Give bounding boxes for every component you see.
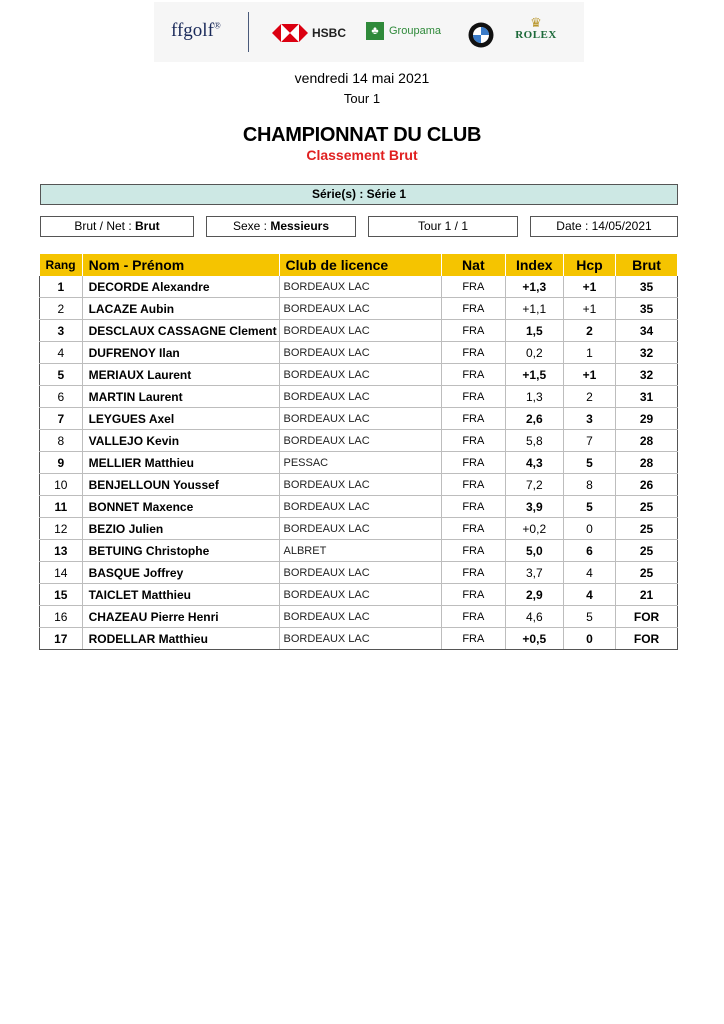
col-header-club: Club de licence xyxy=(279,254,442,276)
cell-hcp: 0 xyxy=(563,518,615,540)
cell-hcp: +1 xyxy=(563,364,615,386)
cell-brut: 28 xyxy=(616,452,678,474)
page-subtitle: Classement Brut xyxy=(306,147,418,163)
cell-brut: 26 xyxy=(616,474,678,496)
cell-hcp: 2 xyxy=(563,320,615,342)
cell-index: 3,7 xyxy=(505,562,563,584)
col-header-hcp: Hcp xyxy=(563,254,615,276)
cell-nom: BENJELLOUN Youssef xyxy=(82,474,279,496)
bmw-roundel-icon xyxy=(468,22,494,48)
tour-box: Tour 1 / 1 xyxy=(368,216,518,237)
cell-brut: 25 xyxy=(616,518,678,540)
cell-brut: 25 xyxy=(616,496,678,518)
cell-brut: 32 xyxy=(616,364,678,386)
cell-nom: TAICLET Matthieu xyxy=(82,584,279,606)
cell-nom: MARTIN Laurent xyxy=(82,386,279,408)
cell-nat: FRA xyxy=(442,474,506,496)
cell-nat: FRA xyxy=(442,628,506,650)
cell-index: 7,2 xyxy=(505,474,563,496)
cell-nat: FRA xyxy=(442,364,506,386)
cell-index: +0,5 xyxy=(505,628,563,650)
cell-index: +1,3 xyxy=(505,276,563,298)
cell-brut: 32 xyxy=(616,342,678,364)
groupama-tree-icon: ♣ xyxy=(366,22,384,40)
cell-club: BORDEAUX LAC xyxy=(279,320,442,342)
table-row xyxy=(40,408,678,430)
cell-brut: 34 xyxy=(616,320,678,342)
serie-bar: Série(s) : Série 1 xyxy=(40,184,678,205)
cell-hcp: 8 xyxy=(563,474,615,496)
cell-club: BORDEAUX LAC xyxy=(279,276,442,298)
cell-brut: 25 xyxy=(616,540,678,562)
cell-hcp: 7 xyxy=(563,430,615,452)
cell-brut: 29 xyxy=(616,408,678,430)
table-row xyxy=(40,474,678,496)
cell-nat: FRA xyxy=(442,408,506,430)
col-header-index: Index xyxy=(505,254,563,276)
cell-rang: 15 xyxy=(40,584,83,606)
cell-nom: BONNET Maxence xyxy=(82,496,279,518)
cell-club: BORDEAUX LAC xyxy=(279,298,442,320)
cell-index: +1,1 xyxy=(505,298,563,320)
cell-club: BORDEAUX LAC xyxy=(279,584,442,606)
cell-club: BORDEAUX LAC xyxy=(279,386,442,408)
crown-icon: ♛ xyxy=(530,15,542,30)
cell-index: 1,5 xyxy=(505,320,563,342)
cell-nat: FRA xyxy=(442,518,506,540)
cell-index: 0,2 xyxy=(505,342,563,364)
cell-nat: FRA xyxy=(442,562,506,584)
cell-nom: MERIAUX Laurent xyxy=(82,364,279,386)
cell-brut: 28 xyxy=(616,430,678,452)
cell-club: BORDEAUX LAC xyxy=(279,474,442,496)
cell-hcp: 2 xyxy=(563,386,615,408)
cell-brut: 35 xyxy=(616,298,678,320)
hsbc-logo: HSBC xyxy=(272,24,346,42)
cell-rang: 12 xyxy=(40,518,83,540)
cell-index: +1,5 xyxy=(505,364,563,386)
groupama-logo: ♣ Groupama xyxy=(366,22,441,40)
table-row xyxy=(40,430,678,452)
cell-rang: 7 xyxy=(40,408,83,430)
cell-rang: 9 xyxy=(40,452,83,474)
cell-index: 4,3 xyxy=(505,452,563,474)
cell-rang: 6 xyxy=(40,386,83,408)
date-box: Date : 14/05/2021 xyxy=(530,216,678,237)
cell-club: BORDEAUX LAC xyxy=(279,408,442,430)
cell-club: PESSAC xyxy=(279,452,442,474)
cell-rang: 8 xyxy=(40,430,83,452)
cell-nat: FRA xyxy=(442,584,506,606)
cell-rang: 14 xyxy=(40,562,83,584)
cell-nat: FRA xyxy=(442,496,506,518)
cell-brut: 25 xyxy=(616,562,678,584)
cell-index: 1,3 xyxy=(505,386,563,408)
cell-nom: DUFRENOY Ilan xyxy=(82,342,279,364)
table-row xyxy=(40,342,678,364)
table-row xyxy=(40,276,678,298)
cell-rang: 3 xyxy=(40,320,83,342)
cell-brut: FOR xyxy=(616,628,678,650)
cell-nom: DECORDE Alexandre xyxy=(82,276,279,298)
cell-brut: FOR xyxy=(616,606,678,628)
cell-rang: 2 xyxy=(40,298,83,320)
cell-club: BORDEAUX LAC xyxy=(279,364,442,386)
cell-index: +0,2 xyxy=(505,518,563,540)
brutnet-box: Brut / Net : Brut xyxy=(40,216,194,237)
cell-nom: MELLIER Matthieu xyxy=(82,452,279,474)
page-title: CHAMPIONNAT DU CLUB xyxy=(242,124,482,146)
cell-nat: FRA xyxy=(442,342,506,364)
col-header-brut: Brut xyxy=(616,254,678,276)
cell-hcp: 5 xyxy=(563,496,615,518)
cell-brut: 21 xyxy=(616,584,678,606)
cell-nat: FRA xyxy=(442,320,506,342)
table-row xyxy=(40,540,678,562)
cell-nat: FRA xyxy=(442,386,506,408)
table-row xyxy=(40,518,678,540)
cell-nom: DESCLAUX CASSAGNE Clement xyxy=(82,320,279,342)
cell-hcp: 4 xyxy=(563,562,615,584)
cell-club: BORDEAUX LAC xyxy=(279,628,442,650)
cell-rang: 4 xyxy=(40,342,83,364)
col-header-rang: Rang xyxy=(40,254,83,276)
cell-index: 3,9 xyxy=(505,496,563,518)
cell-nat: FRA xyxy=(442,276,506,298)
table-row xyxy=(40,320,678,342)
cell-hcp: 3 xyxy=(563,408,615,430)
cell-club: BORDEAUX LAC xyxy=(279,342,442,364)
table-row xyxy=(40,298,678,320)
cell-hcp: 5 xyxy=(563,452,615,474)
cell-index: 2,6 xyxy=(505,408,563,430)
cell-nat: FRA xyxy=(442,298,506,320)
cell-brut: 31 xyxy=(616,386,678,408)
table-header-row xyxy=(40,254,678,276)
cell-hcp: 6 xyxy=(563,540,615,562)
cell-nom: VALLEJO Kevin xyxy=(82,430,279,452)
cell-index: 5,8 xyxy=(505,430,563,452)
cell-nat: FRA xyxy=(442,606,506,628)
cell-brut: 35 xyxy=(616,276,678,298)
hsbc-hexagon-icon xyxy=(272,24,308,42)
rolex-logo: ♛ ROLEX xyxy=(515,15,557,41)
cell-hcp: 0 xyxy=(563,628,615,650)
col-header-nat: Nat xyxy=(442,254,506,276)
table-row xyxy=(40,364,678,386)
cell-nom: LEYGUES Axel xyxy=(82,408,279,430)
results-table xyxy=(39,254,678,650)
cell-hcp: 5 xyxy=(563,606,615,628)
cell-nat: FRA xyxy=(442,452,506,474)
cell-club: BORDEAUX LAC xyxy=(279,606,442,628)
cell-nom: LACAZE Aubin xyxy=(82,298,279,320)
cell-rang: 5 xyxy=(40,364,83,386)
sexe-box: Sexe : Messieurs xyxy=(206,216,356,237)
cell-club: BORDEAUX LAC xyxy=(279,496,442,518)
table-row xyxy=(40,562,678,584)
table-row xyxy=(40,452,678,474)
cell-nom: CHAZEAU Pierre Henri xyxy=(82,606,279,628)
cell-hcp: +1 xyxy=(563,276,615,298)
cell-rang: 17 xyxy=(40,628,83,650)
cell-nom: RODELLAR Matthieu xyxy=(82,628,279,650)
cell-hcp: 4 xyxy=(563,584,615,606)
sponsor-banner xyxy=(154,2,584,62)
cell-club: BORDEAUX LAC xyxy=(279,518,442,540)
cell-rang: 11 xyxy=(40,496,83,518)
tour-label: Tour 1 xyxy=(343,91,381,106)
cell-nom: BEZIO Julien xyxy=(82,518,279,540)
cell-club: BORDEAUX LAC xyxy=(279,562,442,584)
cell-nom: BETUING Christophe xyxy=(82,540,279,562)
table-row xyxy=(40,386,678,408)
cell-club: ALBRET xyxy=(279,540,442,562)
cell-nat: FRA xyxy=(442,430,506,452)
cell-hcp: 1 xyxy=(563,342,615,364)
cell-nat: FRA xyxy=(442,540,506,562)
cell-index: 5,0 xyxy=(505,540,563,562)
cell-rang: 13 xyxy=(40,540,83,562)
table-row xyxy=(40,628,678,650)
cell-rang: 1 xyxy=(40,276,83,298)
cell-nom: BASQUE Joffrey xyxy=(82,562,279,584)
cell-index: 2,9 xyxy=(505,584,563,606)
cell-club: BORDEAUX LAC xyxy=(279,430,442,452)
cell-hcp: +1 xyxy=(563,298,615,320)
table-row xyxy=(40,584,678,606)
event-date: vendredi 14 mai 2021 xyxy=(294,70,430,86)
cell-rang: 16 xyxy=(40,606,83,628)
ffgolf-logo: ffgolf® xyxy=(171,20,221,41)
table-row xyxy=(40,496,678,518)
bmw-logo xyxy=(468,22,494,53)
col-header-nom: Nom - Prénom xyxy=(82,254,279,276)
logo-divider xyxy=(248,12,249,52)
cell-index: 4,6 xyxy=(505,606,563,628)
cell-rang: 10 xyxy=(40,474,83,496)
table-row xyxy=(40,606,678,628)
